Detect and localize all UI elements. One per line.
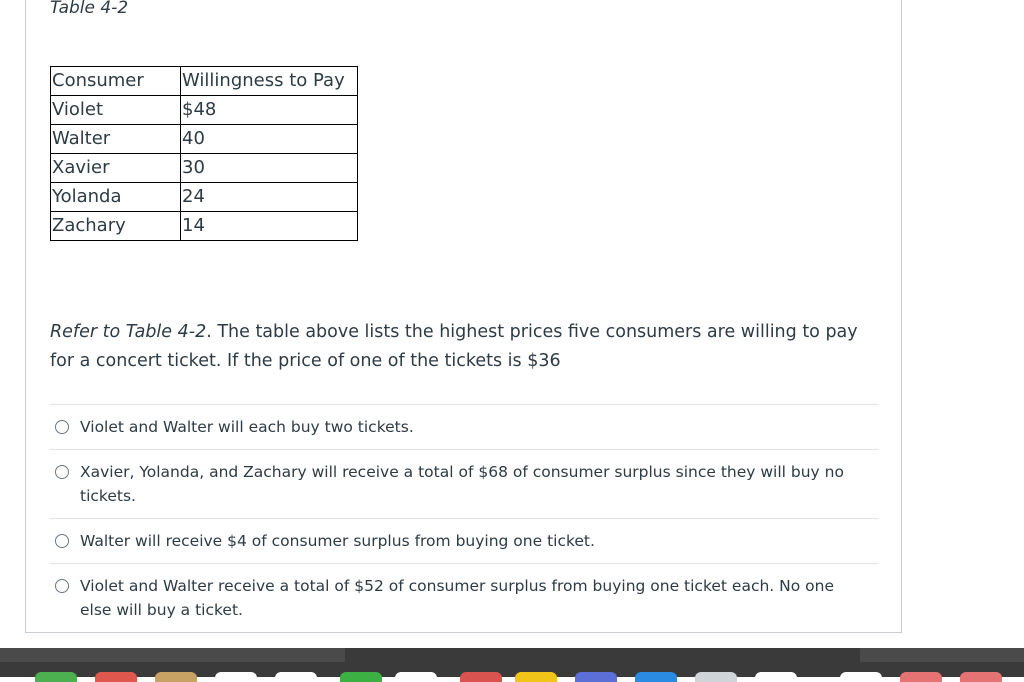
- answer-label: Xavier, Yolanda, and Zachary will receive a total of $68 of consumer surplus since they will buy no tickets.: [80, 463, 844, 505]
- dock-app-icon[interactable]: [900, 672, 942, 682]
- table-row: [51, 183, 358, 212]
- table-caption: Table 4-2: [50, 0, 129, 18]
- header-willingness: Willingness to Pay: [181, 67, 358, 96]
- table-row: [51, 125, 358, 154]
- dock-app-icon[interactable]: [840, 672, 882, 682]
- radio-button[interactable]: [55, 534, 69, 548]
- consumer-cell: Walter: [51, 125, 181, 154]
- dock-app-icon[interactable]: [95, 672, 137, 682]
- dock-app-icon[interactable]: [275, 672, 317, 682]
- answer-option[interactable]: [50, 563, 878, 632]
- table-header-row: [51, 67, 358, 96]
- wtp-cell: $48: [181, 96, 358, 125]
- dock-app-icon[interactable]: [575, 672, 617, 682]
- answer-label: Violet and Walter receive a total of $52 of consumer surplus from buying one ticket each. No one else will buy a ticket.: [80, 577, 835, 619]
- radio-button[interactable]: [55, 420, 69, 434]
- table-row: [51, 96, 358, 125]
- dock-app-icon[interactable]: [215, 672, 257, 682]
- wtp-cell: 24: [181, 183, 358, 212]
- answer-option[interactable]: [50, 449, 878, 518]
- question-prompt: [50, 318, 860, 376]
- dock-app-icon[interactable]: [460, 672, 502, 682]
- dock-app-icon[interactable]: [755, 672, 797, 682]
- answer-option[interactable]: [50, 518, 878, 563]
- dock-app-icon[interactable]: [960, 672, 1002, 682]
- table-row: [51, 154, 358, 183]
- radio-button[interactable]: [55, 579, 69, 593]
- dock-app-icon[interactable]: [635, 672, 677, 682]
- dock-app-icon[interactable]: [395, 672, 437, 682]
- consumer-cell: Xavier: [51, 154, 181, 183]
- dock-app-icon[interactable]: [695, 672, 737, 682]
- header-consumer: Consumer: [51, 67, 181, 96]
- answer-label: Violet and Walter will each buy two tickets.: [80, 418, 414, 436]
- question-text: . The table above lists the highest prices five consumers are willing to pay for a concert ticket. If the price of one of the tickets is $36: [50, 322, 858, 371]
- table-reference: Refer to Table 4-2: [50, 322, 207, 342]
- table-row: [51, 212, 358, 241]
- answer-list: [50, 404, 878, 632]
- consumer-cell: Zachary: [51, 212, 181, 241]
- consumer-cell: Yolanda: [51, 183, 181, 212]
- dock-app-icon[interactable]: [35, 672, 77, 682]
- consumer-cell: Violet: [51, 96, 181, 125]
- dock-app-icon[interactable]: [155, 672, 197, 682]
- wtp-cell: 14: [181, 212, 358, 241]
- answer-label: Walter will receive $4 of consumer surplus from buying one ticket.: [80, 532, 595, 550]
- willingness-table: [50, 66, 358, 241]
- dock-shelf: [0, 648, 345, 662]
- dock-app-icon[interactable]: [340, 672, 382, 682]
- answer-option[interactable]: [50, 404, 878, 449]
- wtp-cell: 30: [181, 154, 358, 183]
- dock-shelf: [860, 648, 1024, 662]
- radio-button[interactable]: [55, 465, 69, 479]
- wtp-cell: 40: [181, 125, 358, 154]
- dock-app-icon[interactable]: [515, 672, 557, 682]
